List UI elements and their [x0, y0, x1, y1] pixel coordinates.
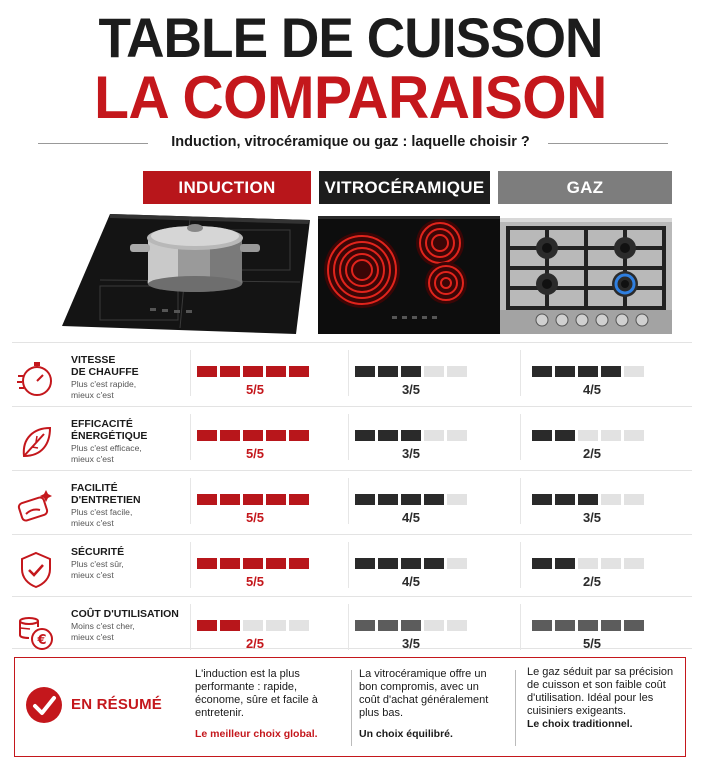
summary-divider	[515, 670, 516, 746]
score-segment-empty	[601, 558, 621, 569]
page-title-line2: LA COMPARAISON	[94, 64, 607, 131]
criterion-name: COÛT D'UTILISATION	[71, 608, 179, 620]
score-bar	[197, 494, 309, 505]
score-segment-empty	[578, 558, 598, 569]
score-segment-empty	[424, 430, 444, 441]
score-segment-filled	[266, 558, 286, 569]
score-bar	[532, 430, 644, 441]
score-bar	[532, 366, 644, 377]
score-segment-empty	[601, 494, 621, 505]
score-bar	[355, 430, 467, 441]
cell-divider	[348, 350, 349, 396]
shield-check-icon	[16, 550, 56, 590]
score-bar	[532, 558, 644, 569]
score-segment-filled	[601, 366, 621, 377]
score-segment-empty	[624, 366, 644, 377]
score-segment-filled	[555, 558, 575, 569]
score-segment-filled	[220, 494, 240, 505]
summary-vitroceramique	[359, 668, 499, 741]
score-segment-filled	[378, 366, 398, 377]
criterion-name: EFFICACITÉ ÉNERGÉTIQUE	[71, 418, 148, 442]
summary-verdict: Un choix équilibré.	[359, 728, 453, 740]
score-bar	[355, 558, 467, 569]
column-header-vitroceramique: VITROCÉRAMIQUE	[319, 171, 490, 204]
summary-box	[14, 657, 686, 757]
score-segment-filled	[197, 494, 217, 505]
score-segment-filled	[401, 430, 421, 441]
score-segment-filled	[378, 430, 398, 441]
cell-divider	[348, 478, 349, 524]
criterion-2	[12, 418, 182, 478]
score-label: 4/5	[582, 382, 602, 397]
summary-text: Le gaz séduit par sa précision de cuisson et son faible coût d'utilisation. Idéal pour les cuisiniers exigeants.	[527, 666, 674, 717]
score-segment-filled	[624, 620, 644, 631]
score-segment-filled	[555, 366, 575, 377]
summary-text: La vitrocéramique offre un bon compromis, avec un coût d'achat généralement plus bas.	[359, 668, 489, 719]
cell-divider	[190, 414, 191, 460]
score-segment-empty	[447, 494, 467, 505]
summary-header	[15, 658, 185, 755]
score-segment-filled	[289, 558, 309, 569]
vitroceramique-hob-image	[312, 210, 502, 336]
summary-verdict: Le meilleur choix global.	[195, 728, 318, 740]
euro-coins-icon	[16, 612, 56, 652]
score-label: 5/5	[582, 636, 602, 651]
score-segment-filled	[266, 366, 286, 377]
score-label: 4/5	[401, 574, 421, 589]
score-segment-empty	[624, 558, 644, 569]
score-label: 5/5	[245, 574, 265, 589]
cell-divider	[190, 604, 191, 650]
criterion-desc: Plus c'est rapide, mieux c'est	[71, 379, 137, 400]
score-segment-filled	[401, 558, 421, 569]
score-segment-filled	[532, 366, 552, 377]
score-segment-empty	[289, 620, 309, 631]
score-bar	[355, 494, 467, 505]
cell-divider	[520, 478, 521, 524]
score-segment-filled	[197, 430, 217, 441]
score-segment-empty	[266, 620, 286, 631]
score-segment-filled	[555, 430, 575, 441]
score-segment-filled	[532, 494, 552, 505]
score-segment-filled	[220, 366, 240, 377]
score-segment-filled	[532, 558, 552, 569]
score-label: 5/5	[245, 446, 265, 461]
score-segment-filled	[243, 494, 263, 505]
score-bar	[532, 494, 644, 505]
cell-divider	[348, 414, 349, 460]
criterion-desc: Plus c'est facile, mieux c'est	[71, 507, 133, 528]
score-segment-filled	[401, 366, 421, 377]
score-segment-empty	[601, 430, 621, 441]
page-title-line1: TABLE DE CUISSON	[98, 6, 603, 69]
cell-divider	[348, 542, 349, 588]
score-segment-filled	[532, 430, 552, 441]
score-segment-filled	[197, 558, 217, 569]
cell-divider	[190, 350, 191, 396]
score-bar	[532, 620, 644, 631]
score-segment-empty	[424, 366, 444, 377]
criterion-4	[12, 546, 182, 606]
score-label: 3/5	[401, 382, 421, 397]
cleaning-sponge-icon	[16, 486, 56, 526]
score-segment-filled	[401, 494, 421, 505]
score-label: 2/5	[245, 636, 265, 651]
score-segment-filled	[378, 494, 398, 505]
score-bar	[355, 620, 467, 631]
score-segment-filled	[266, 494, 286, 505]
summary-verdict: Le choix traditionnel.	[527, 718, 633, 730]
cell-divider	[348, 604, 349, 650]
check-circle-icon	[25, 686, 63, 724]
score-segment-filled	[220, 558, 240, 569]
score-segment-empty	[447, 620, 467, 631]
cell-divider	[520, 350, 521, 396]
score-bar	[355, 366, 467, 377]
score-bar	[197, 366, 309, 377]
score-segment-filled	[532, 620, 552, 631]
induction-hob-image	[60, 210, 312, 336]
score-segment-filled	[289, 494, 309, 505]
criterion-name: VITESSE DE CHAUFFE	[71, 354, 139, 378]
leaf-icon	[16, 422, 56, 462]
score-segment-filled	[555, 494, 575, 505]
score-segment-filled	[578, 620, 598, 631]
cell-divider	[190, 542, 191, 588]
score-label: 5/5	[245, 510, 265, 525]
summary-title: EN RÉSUMÉ	[71, 696, 162, 713]
score-segment-empty	[624, 494, 644, 505]
score-segment-filled	[220, 620, 240, 631]
svg-text:€: €	[37, 633, 47, 648]
score-segment-filled	[578, 494, 598, 505]
row-divider	[12, 342, 692, 343]
score-segment-filled	[355, 430, 375, 441]
column-header-gaz: GAZ	[498, 171, 672, 204]
score-segment-empty	[424, 620, 444, 631]
score-segment-filled	[355, 494, 375, 505]
cell-divider	[520, 414, 521, 460]
score-segment-empty	[624, 430, 644, 441]
score-segment-filled	[266, 430, 286, 441]
summary-divider	[351, 670, 352, 746]
gaz-hob-image	[500, 210, 672, 336]
score-label: 4/5	[401, 510, 421, 525]
score-segment-filled	[220, 430, 240, 441]
summary-induction	[195, 668, 335, 741]
score-segment-filled	[424, 558, 444, 569]
criterion-1	[12, 354, 182, 414]
score-segment-filled	[424, 494, 444, 505]
score-segment-filled	[197, 366, 217, 377]
score-label: 3/5	[401, 446, 421, 461]
column-header-induction: INDUCTION	[143, 171, 311, 204]
cell-divider	[190, 478, 191, 524]
score-label: 3/5	[582, 510, 602, 525]
criterion-desc: Plus c'est efficace, mieux c'est	[71, 443, 142, 464]
page-subtitle: Induction, vitrocéramique ou gaz : laquelle choisir ?	[171, 134, 530, 150]
cell-divider	[520, 542, 521, 588]
summary-text: L'induction est la plus performante : rapide, économe, sûre et facile à entretenir.	[195, 668, 318, 719]
score-segment-filled	[197, 620, 217, 631]
criterion-desc: Plus c'est sûr, mieux c'est	[71, 559, 124, 580]
score-segment-filled	[243, 366, 263, 377]
score-label: 2/5	[582, 446, 602, 461]
criterion-desc: Moins c'est cher, mieux c'est	[71, 621, 135, 642]
score-segment-empty	[447, 430, 467, 441]
score-segment-filled	[378, 558, 398, 569]
score-segment-filled	[601, 620, 621, 631]
score-segment-filled	[289, 366, 309, 377]
score-label: 3/5	[401, 636, 421, 651]
stopwatch-icon	[16, 358, 56, 398]
criterion-name: SÉCURITÉ	[71, 546, 125, 558]
score-bar	[197, 430, 309, 441]
score-segment-empty	[243, 620, 263, 631]
score-segment-filled	[289, 430, 309, 441]
score-segment-empty	[578, 430, 598, 441]
score-segment-empty	[447, 366, 467, 377]
score-segment-filled	[355, 558, 375, 569]
summary-gaz	[527, 666, 677, 731]
score-segment-filled	[555, 620, 575, 631]
score-segment-filled	[355, 366, 375, 377]
criterion-name: FACILITÉ D'ENTRETIEN	[71, 482, 141, 506]
score-segment-filled	[243, 430, 263, 441]
score-segment-filled	[578, 366, 598, 377]
cell-divider	[520, 604, 521, 650]
score-segment-filled	[243, 558, 263, 569]
score-segment-filled	[378, 620, 398, 631]
score-bar	[197, 620, 309, 631]
criterion-3	[12, 482, 182, 542]
score-segment-empty	[447, 558, 467, 569]
score-segment-filled	[355, 620, 375, 631]
score-segment-filled	[401, 620, 421, 631]
score-label: 2/5	[582, 574, 602, 589]
score-bar	[197, 558, 309, 569]
score-label: 5/5	[245, 382, 265, 397]
